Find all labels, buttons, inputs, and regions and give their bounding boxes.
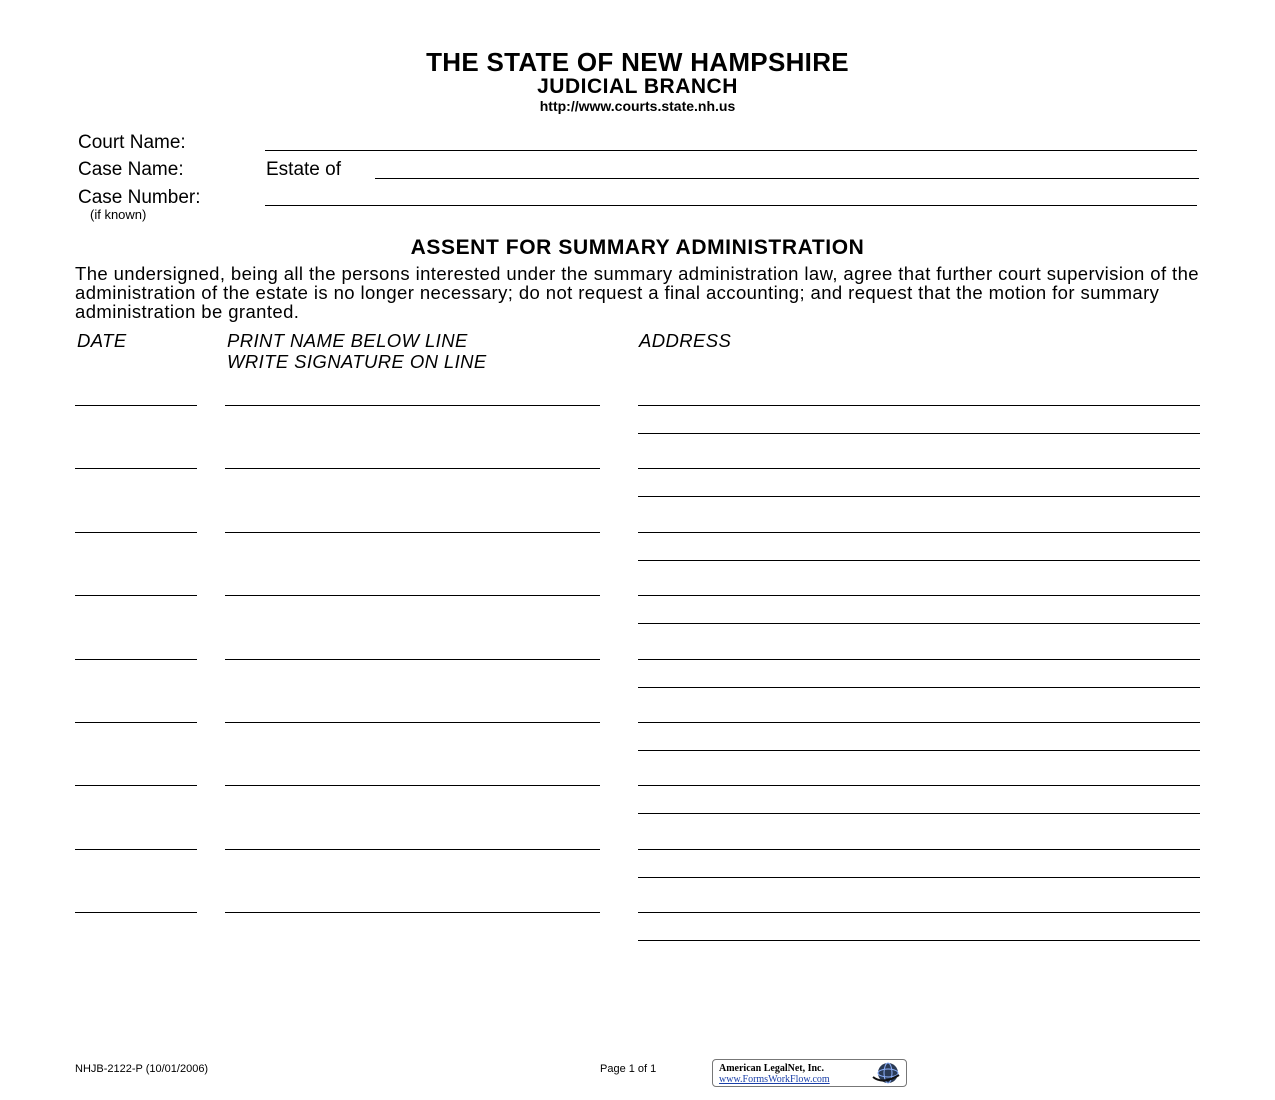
address-line-1[interactable] <box>638 405 1200 406</box>
signature-line[interactable] <box>225 532 600 533</box>
date-line[interactable] <box>75 468 197 469</box>
signature-line[interactable] <box>225 468 600 469</box>
address-line-2[interactable] <box>638 813 1200 814</box>
date-column-header: DATE <box>77 330 127 351</box>
address-line-2[interactable] <box>638 433 1200 434</box>
court-name-field[interactable] <box>265 150 1197 151</box>
signature-line[interactable] <box>225 849 600 850</box>
address-line-2[interactable] <box>638 750 1200 751</box>
address-line-1[interactable] <box>638 468 1200 469</box>
page-number: Page 1 of 1 <box>600 1063 657 1075</box>
signature-line[interactable] <box>225 722 600 723</box>
case-number-field[interactable] <box>265 205 1197 206</box>
date-line[interactable] <box>75 405 197 406</box>
state-title: THE STATE OF NEW HAMPSHIRE <box>426 47 849 77</box>
if-known-note: (if known) <box>90 207 147 222</box>
globe-icon <box>869 1061 903 1085</box>
address-line-2[interactable] <box>638 877 1200 878</box>
address-line-1[interactable] <box>638 595 1200 596</box>
name-column-header: PRINT NAME BELOW LINE <box>227 330 468 351</box>
case-name-label: Case Name: <box>78 159 184 180</box>
signature-line[interactable] <box>225 405 600 406</box>
address-line-2[interactable] <box>638 496 1200 497</box>
signature-line[interactable] <box>225 595 600 596</box>
address-line-1[interactable] <box>638 659 1200 660</box>
address-line-2[interactable] <box>638 940 1200 941</box>
address-line-1[interactable] <box>638 912 1200 913</box>
estate-of-label: Estate of <box>266 159 341 180</box>
case-name-field[interactable] <box>375 178 1199 179</box>
signature-line[interactable] <box>225 785 600 786</box>
vendor-logo[interactable] <box>712 1059 907 1087</box>
form-id: NHJB-2122-P (10/01/2006) <box>75 1063 209 1075</box>
website-link[interactable]: http://www.courts.state.nh.us <box>539 98 736 114</box>
vendor-name: American LegalNet, Inc. <box>719 1063 824 1074</box>
branch-title: JUDICIAL BRANCH <box>537 75 738 98</box>
assent-statement: The undersigned, being all the persons interested under the summary administration law, agree that further court supervision of the administration of the estate is no longer necessary; do not request a final accounting; and request that the motion for summary administration be granted. <box>75 263 1199 322</box>
signature-column-header: WRITE SIGNATURE ON LINE <box>227 351 487 372</box>
vendor-url[interactable]: www.FormsWorkFlow.com <box>719 1074 830 1085</box>
date-line[interactable] <box>75 595 197 596</box>
signature-line[interactable] <box>225 912 600 913</box>
address-line-2[interactable] <box>638 687 1200 688</box>
date-line[interactable] <box>75 912 197 913</box>
address-line-1[interactable] <box>638 849 1200 850</box>
date-line[interactable] <box>75 659 197 660</box>
address-line-2[interactable] <box>638 623 1200 624</box>
date-line[interactable] <box>75 532 197 533</box>
address-line-1[interactable] <box>638 785 1200 786</box>
case-number-label: Case Number: <box>78 187 201 208</box>
form-title: ASSENT FOR SUMMARY ADMINISTRATION <box>410 236 865 259</box>
signature-line[interactable] <box>225 659 600 660</box>
date-line[interactable] <box>75 785 197 786</box>
court-name-label: Court Name: <box>78 132 186 153</box>
address-line-1[interactable] <box>638 532 1200 533</box>
address-line-1[interactable] <box>638 722 1200 723</box>
address-line-2[interactable] <box>638 560 1200 561</box>
address-column-header: ADDRESS <box>639 330 732 351</box>
date-line[interactable] <box>75 849 197 850</box>
date-line[interactable] <box>75 722 197 723</box>
